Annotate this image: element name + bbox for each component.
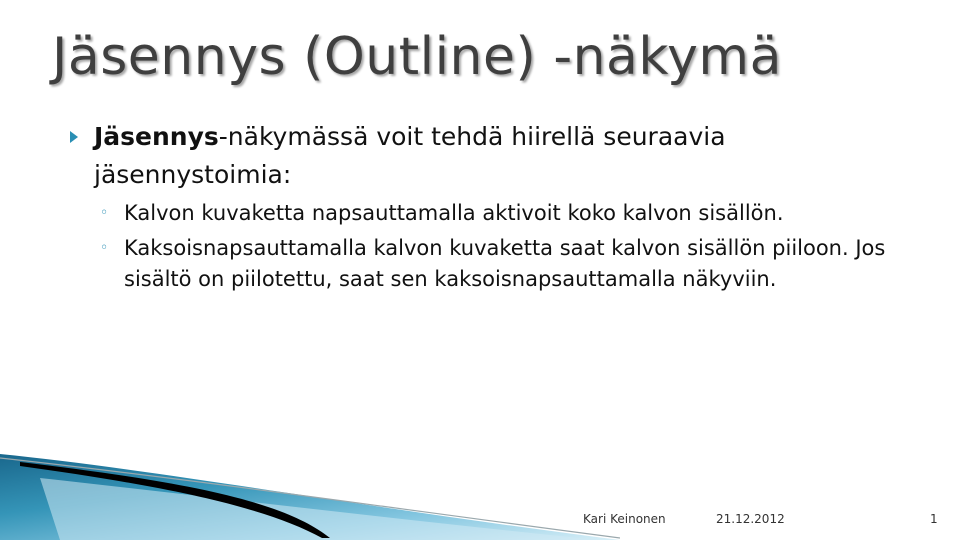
- footer-author: Kari Keinonen: [583, 512, 666, 526]
- sub-bullet: [70, 198, 890, 229]
- sub-bullet-text: Kalvon kuvaketta napsauttamalla aktivoit koko kalvon sisällön.: [124, 201, 784, 225]
- sub-bullet: [70, 233, 890, 295]
- bullet-bold-text: Jäsennys: [94, 122, 219, 151]
- footer-date: 21.12.2012: [716, 512, 785, 526]
- slide-title: Jäsennys (Outline) -näkymä: [52, 27, 782, 87]
- bullet-level1: [70, 118, 890, 194]
- circle-outline-icon: ◦: [100, 240, 109, 256]
- triangle-right-icon: [70, 131, 78, 143]
- sub-bullet-text: Kaksoisnapsauttamalla kalvon kuvaketta saat kalvon sisällön piiloon. Jos sisältö on piilotettu, saat sen kaksoisnapsauttamalla näkyviin.: [124, 236, 886, 291]
- circle-outline-icon: ◦: [100, 205, 109, 221]
- slide-content: [70, 118, 890, 295]
- bullet-text: -näkymässä voit tehdä hiirellä seuraavia jäsennystoimia:: [94, 122, 726, 189]
- footer-page-number: 1: [930, 512, 938, 526]
- decorative-wave: [0, 440, 620, 540]
